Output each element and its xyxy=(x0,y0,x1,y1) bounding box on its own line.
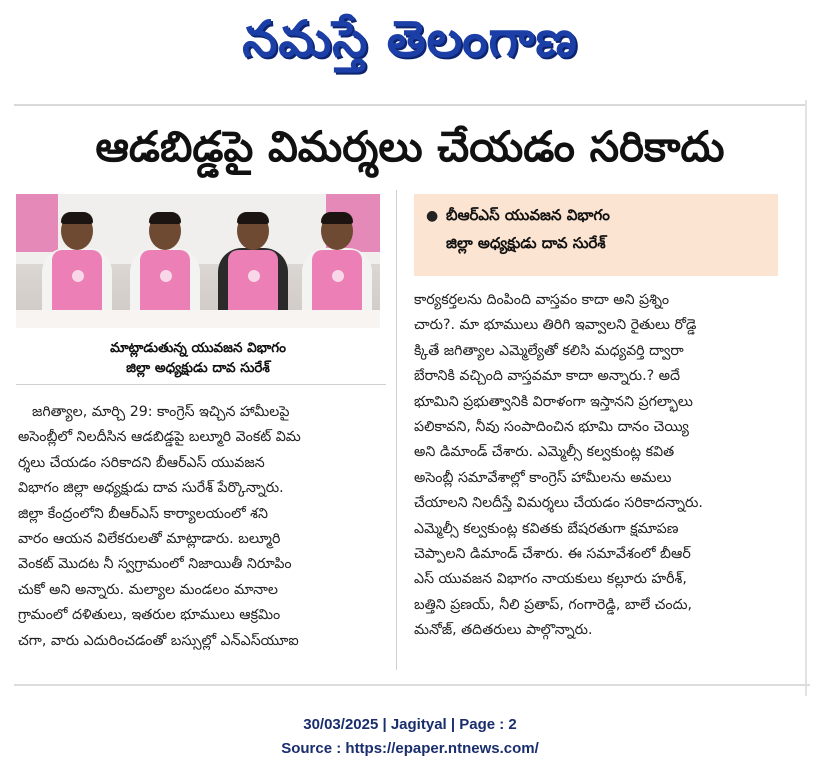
callout-line-2: జిల్లా అధ్యక్షుడు దావ సురేశ్ xyxy=(446,234,606,252)
footer-edition: 30/03/2025 | Jagityal | Page : 2 xyxy=(303,716,517,733)
body-line: ర్శలు చేయడం సరికాదని బీఆర్ఎస్ యువజన xyxy=(18,454,265,471)
body-line: అని డిమాండ్ చేశారు. ఎమ్మెల్సీ కల్వకుంట్ల కవిత xyxy=(414,444,675,461)
body-line: చుకో అని అన్నారు. మల్యాల మండలం మానాల xyxy=(18,581,278,598)
footer-source: Source : https://epaper.ntnews.com/ xyxy=(281,740,539,757)
article-photo xyxy=(16,194,380,328)
photo-caption-line-1: మాట్లాడుతున్న యువజన విభాగం xyxy=(110,340,286,356)
photo-caption xyxy=(16,338,380,378)
body-line: అసెంబ్లీ సమావేశాల్లో కాంగ్రెస్ హామీలను అమలు xyxy=(414,469,672,486)
callout-line-1: బీఆర్ఎస్ యువజన విభాగం xyxy=(446,206,610,224)
photo-table xyxy=(16,310,380,328)
body-line: విభాగం జిల్లా అధ్యక్షుడు దావ సురేశ్ పేర్కొన్నారు. xyxy=(18,480,284,497)
masthead-title: నమస్తే తెలంగాణ xyxy=(242,9,578,68)
body-line: జగిత్యాల, మార్చి 29: కాంగ్రెస్ ఇచ్చిన హామీలపై xyxy=(32,404,290,420)
bottom-divider xyxy=(14,684,810,686)
body-line: కార్యకర్తలను దింపింది వాస్తవం కాదా అని ప్రశ్నిం xyxy=(414,292,670,308)
rule-side xyxy=(805,100,807,696)
body-line: బత్తిని ప్రణయ్, నీలి ప్రతాప్, గంగారెడ్డి, బాలే చందు, xyxy=(414,596,693,613)
body-line: మనోజ్, తదితరులు పాల్గొన్నారు. xyxy=(414,622,593,639)
body-line: గ్రామంలో దళితులు, ఇతరుల భూములు ఆక్రమిం xyxy=(18,607,281,624)
body-line: చగా, వారు ఎదురించడంతో బస్సుల్లో ఎన్ఎస్‌యూఐ xyxy=(18,632,299,649)
article-body-left xyxy=(18,400,386,654)
body-line: పలికావని, నీవు సంపాదించిన భూమి దానం చెయ్యి xyxy=(414,419,689,436)
body-line: బేరానికి వచ్చింది వాస్తవమా కాదా అన్నారు.? అదే xyxy=(414,368,680,385)
body-line: ఎస్ యువజన విభాగం నాయకులు కల్లూరు హరీశ్, xyxy=(414,571,687,588)
top-divider xyxy=(14,104,806,106)
body-line: చెప్పాలని డిమాండ్ చేశారు. ఈ సమావేశంలో బీఆర్ xyxy=(414,546,691,563)
body-line: అసెంబ్లీలో నిలదీసిన ఆడబిడ్డపై బల్మూరి వెంకట్ విమ xyxy=(18,429,301,446)
body-line: చారు?. మా భూములు తిరిగి ఇవ్వాలని రైతులు రోడ్డె xyxy=(414,317,697,334)
column-divider xyxy=(396,190,397,670)
article-body-right xyxy=(414,288,780,644)
photo-caption-line-2: జిల్లా అధ్యక్షుడు దావ సురేశ్ xyxy=(126,360,270,376)
body-line: వెంకట్ మొదట నీ స్వగ్రామంలో నిజాయితీ నిరూపిం xyxy=(18,556,292,573)
body-line: జిల్లా కేంద్రంలోని బీఆర్ఎస్ కార్యాలయంలో శని xyxy=(18,505,268,522)
caption-divider xyxy=(16,384,386,385)
body-line: వారం ఆయన విలేకరులతో మాట్లాడారు. బల్మూరి xyxy=(18,531,281,548)
callout-box xyxy=(414,194,778,276)
body-line: భూమిని ప్రభుత్వానికి విరాళంగా ఇస్తానని ప్రగల్భాలు xyxy=(414,393,693,410)
bullet-icon: ● xyxy=(426,208,439,224)
body-line: క్కితే జగిత్యాల ఎమ్మెల్యేతో కలిసి మధ్యవర్తి ద్వారా xyxy=(414,342,684,359)
body-line: ఎమ్మెల్సీ కల్వకుంట్ల కవితకు బేషరతుగా క్షమాపణ xyxy=(414,520,679,537)
body-line: చేయాలని నిలదీస్తే విమర్శలు చేయడం సరికాదన్నారు. xyxy=(414,495,703,512)
article-headline: ఆడబిడ్డపై విమర్శలు చేయడం సరికాదు xyxy=(95,122,725,171)
